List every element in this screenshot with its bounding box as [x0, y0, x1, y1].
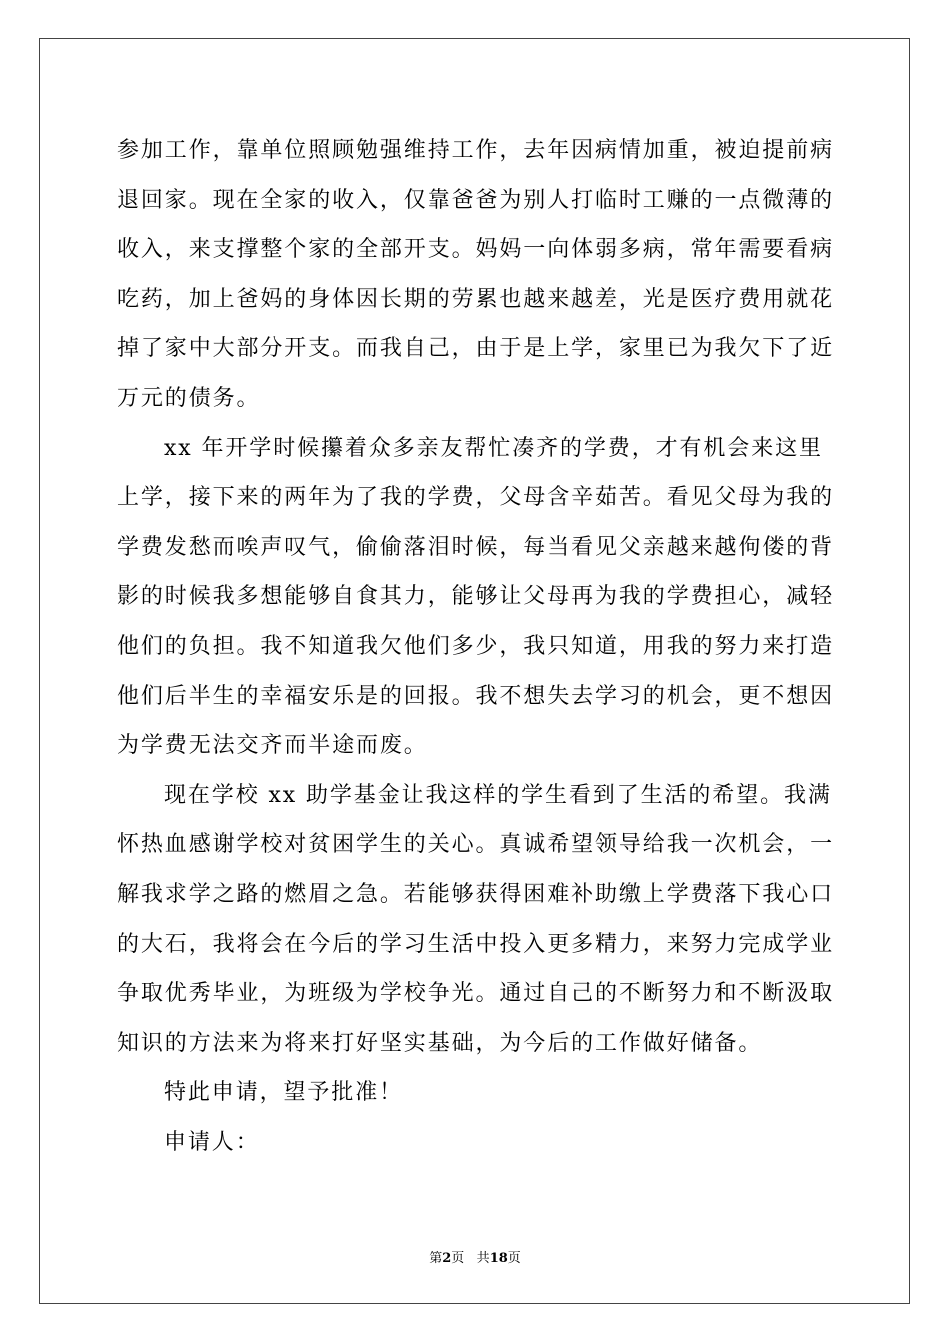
footer-prefix: 第 — [429, 1251, 443, 1266]
footer-total-suffix: 页 — [507, 1251, 521, 1266]
text-line: 掉了家中大部分开支。而我自己，由于是上学，家里已为我欠下了近 — [117, 336, 835, 362]
text-line: 万元的债务。 — [117, 385, 261, 411]
document-body — [117, 126, 833, 1167]
text-line: 吃药，加上爸妈的身体因长期的劳累也越来越差，光是医疗费用就花 — [117, 286, 835, 312]
text-line: 知识的方法来为将来打好坚实基础，为今后的工作做好储备。 — [117, 1030, 763, 1056]
applicant-label: 申请人： — [164, 1129, 260, 1155]
text-line: 他们后半生的幸福安乐是的回报。我不想失去学习的机会，更不想因 — [117, 683, 835, 709]
text-line: 的大石，我将会在今后的学习生活中投入更多精力，来努力完成学业 — [117, 931, 835, 957]
paragraph-first-line: 现在学校 xx 助学基金让我这样的学生看到了生活的希望。我满 — [164, 782, 832, 808]
text-line: 争取优秀毕业，为班级为学校争光。通过自己的不断努力和不断汲取 — [117, 981, 835, 1007]
text-line: 影的时候我多想能够自食其力，能够让父母再为我的学费担心，减轻 — [117, 584, 835, 610]
footer-total-prefix: 共 — [476, 1251, 490, 1266]
text-line: 他们的负担。我不知道我欠他们多少，我只知道，用我的努力来打造 — [117, 633, 835, 659]
total-pages: 18 — [489, 1251, 508, 1266]
text-line: 解我求学之路的燃眉之急。若能够获得困难补助缴上学费落下我心口 — [117, 881, 835, 907]
paragraph-first-line: xx 年开学时候攥着众多亲友帮忙凑齐的学费，才有机会来这里 — [164, 435, 823, 461]
text-line: 收入，来支撑整个家的全部开支。妈妈一向体弱多病，常年需要看病 — [117, 237, 835, 263]
text-line: 学费发愁而唉声叹气，偷偷落泪时候，每当看见父亲越来越佝偻的背 — [117, 534, 835, 560]
text-line: 退回家。现在全家的收入，仅靠爸爸为别人打临时工赚的一点微薄的 — [117, 187, 835, 213]
page-number: 2 — [442, 1251, 452, 1266]
text-line: 为学费无法交齐而半途而废。 — [117, 733, 428, 759]
closing-request: 特此申请，望予批准！ — [164, 1080, 404, 1106]
text-line: 怀热血感谢学校对贫困学生的关心。真诚希望领导给我一次机会，一 — [117, 832, 835, 858]
text-line: 上学，接下来的两年为了我的学费，父母含辛茹苦。看见父母为我的 — [117, 485, 835, 511]
text-line: 参加工作，靠单位照顾勉强维持工作，去年因病情加重，被迫提前病 — [117, 138, 835, 163]
page-footer — [0, 1247, 950, 1266]
footer-page-suffix: 页 — [451, 1251, 465, 1266]
